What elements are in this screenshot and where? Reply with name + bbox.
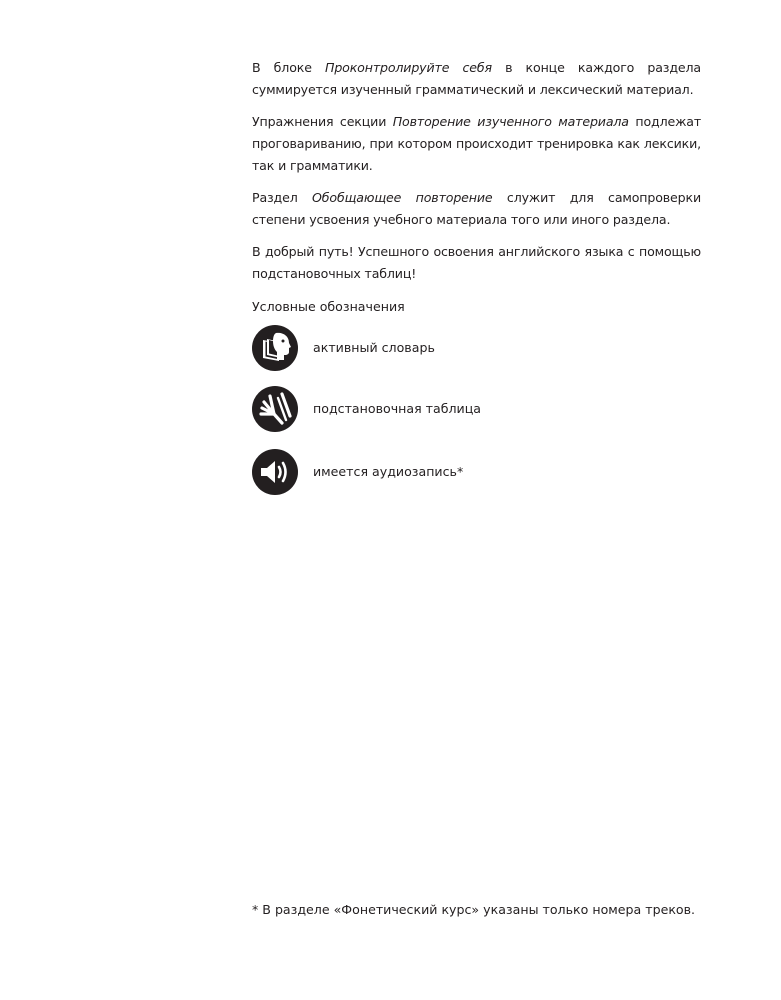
substitution-table-icon (252, 386, 298, 432)
legend-item-substitution-table (252, 386, 701, 432)
audio-icon (252, 449, 298, 495)
legend-label-substitution-table: подстановочная таблица (313, 401, 482, 416)
paragraph-self-check: В блоке Проконтролируйте себя в конце каждого раздела суммируется изученный грамматический и лексический материал. (252, 60, 701, 97)
vocabulary-icon (252, 325, 298, 371)
legend-title: Условные обозначения (252, 299, 405, 314)
legend-label-audio: имеется аудиозапись* (313, 464, 464, 479)
section-name: Обобщающее повторение (312, 190, 493, 205)
paragraph-good-luck: В добрый путь! Успешного освоения английского языка с помощью подстановочных таблиц! (252, 244, 701, 281)
intro-text (252, 57, 701, 295)
section-name: Повторение изученного материала (392, 114, 629, 129)
paragraph-general-review: Раздел Обобщающее повторение служит для самопроверки степени усвоения учебного материала того или иного раздела. (252, 190, 701, 227)
legend-label-vocabulary: активный словарь (313, 340, 435, 355)
legend-item-vocabulary (252, 325, 701, 371)
legend-item-audio (252, 449, 701, 495)
paragraph-review-exercises: Упражнения секции Повторение изученного материала подлежат проговариванию, при котором происходит тренировка как лексики, так и грамматики. (252, 114, 702, 173)
section-name: Проконтролируйте себя (325, 60, 492, 75)
footnote: * В разделе «Фонетический курс» указаны только номера треков. (252, 902, 696, 917)
